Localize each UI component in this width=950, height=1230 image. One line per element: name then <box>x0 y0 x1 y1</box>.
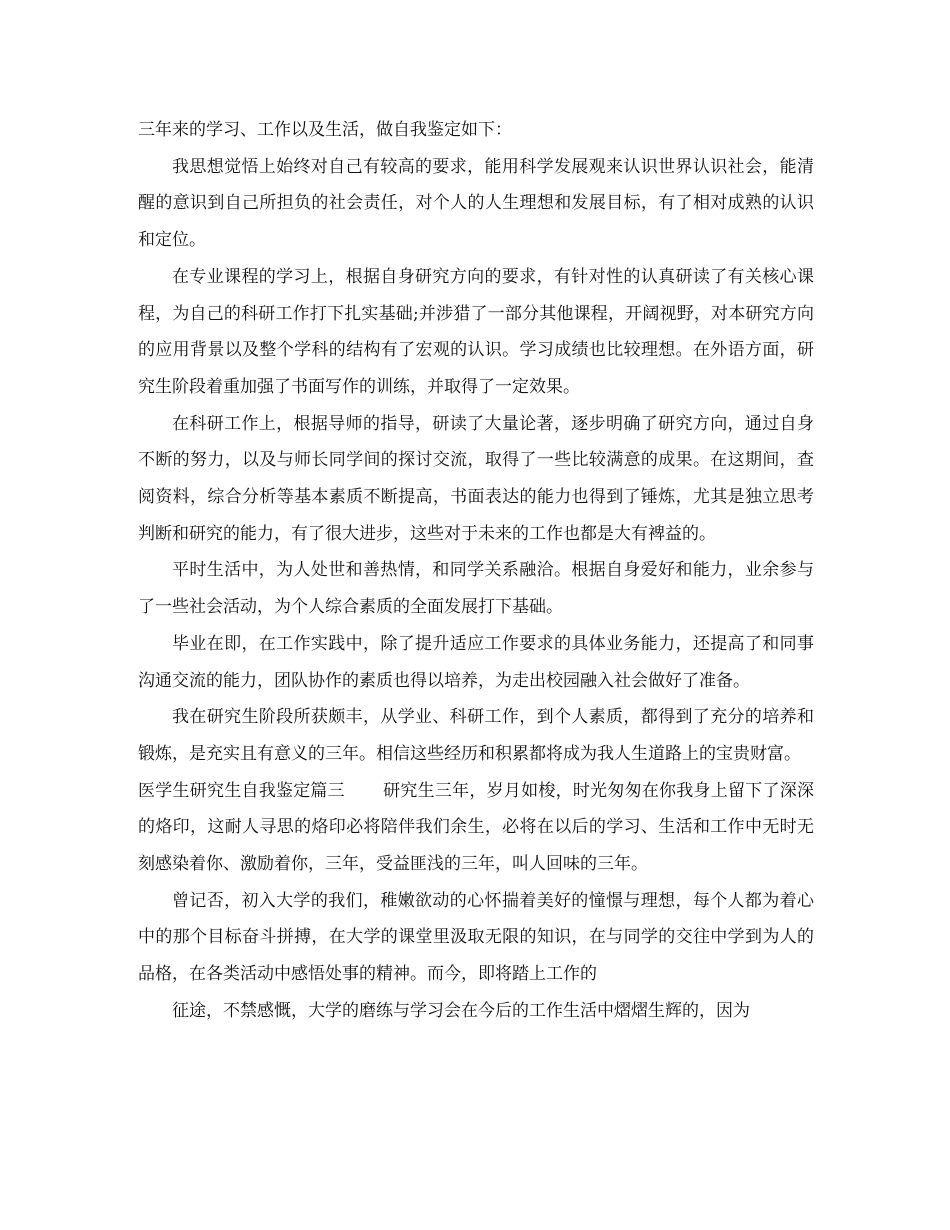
paragraph-research: 在科研工作上，根据导师的指导，研读了大量论著，逐步明确了研究方向，通过自身不断的努力，以及与师长同学间的探讨交流，取得了一些比较满意的成果。在这期间，查阅资料，综合分析等基本素质不断提高，书面表达的能力也得到了锤炼，尤其是独立思考判断和研究的能力，有了很大进步，这些对于未来的工作也都是大有裨益的。 <box>138 413 814 544</box>
section-heading: 医学生研究生自我鉴定篇三 <box>138 780 345 801</box>
paragraph-courses: 在专业课程的学习上，根据自身研究方向的要求，有针对性的认真研读了有关核心课程，为自己的科研工作打下扎实基础;并涉猎了一部分其他课程，开阔视野，对本研究方向的应用背景以及整个学科的结构有了宏观的认识。学习成绩也比较理想。在外语方面，研究生阶段着重加强了书面写作的训练，并取得了一定效果。 <box>138 266 814 397</box>
paragraph-summary: 我在研究生阶段所获颇丰，从学业、科研工作，到个人素质，都得到了充分的培养和锻炼，是充实且有意义的三年。相信这些经历和积累都将成为我人生道路上的宝贵财富。 <box>138 707 814 764</box>
paragraph-graduation: 毕业在即，在工作实践中，除了提升适应工作要求的具体业务能力，还提高了和同事沟通交流的能力，团队协作的素质也得以培养，为走出校园融入社会做好了准备。 <box>138 633 814 691</box>
paragraph-thought: 我思想觉悟上始终对自己有较高的要求，能用科学发展观来认识世界认识社会，能清醒的意识到自己所担负的社会责任，对个人的人生理想和发展目标，有了相对成熟的认识和定位。 <box>138 156 814 251</box>
paragraph-intro: 三年来的学习、工作以及生活，做自我鉴定如下： <box>138 120 512 140</box>
section-block <box>138 773 814 883</box>
document-body <box>138 112 814 1030</box>
paragraph-memories: 曾记否，初入大学的我们，稚嫩欲动的心怀揣着美好的憧憬与理想，每个人都为着心中的那个目标奋斗拼搏，在大学的课堂里汲取无限的知识，在与同学的交往中学到为人的品格，在各类活动中感悟处事的精神。而今，即将踏上工作的 <box>138 890 814 985</box>
paragraph-journey: 征途，不禁感慨，大学的磨练与学习会在今后的工作生活中熠熠生辉的，因为 <box>172 1000 750 1021</box>
section-first-paragraph: 研究生三年，岁月如梭，时光匆匆在你我身上留下了深深的烙印，这耐人寻思的烙印必将陪伴我们余生，必将在以后的学习、生活和工作中无时无刻感染着你、激励着你，三年，受益匪浅的三年，叫人回味的三年。 <box>138 780 815 875</box>
paragraph-life: 平时生活中，为人处世和善热情，和同学关系融洽。根据自身爱好和能力，业余参与了一些社会活动，为个人综合素质的全面发展打下基础。 <box>138 560 814 618</box>
